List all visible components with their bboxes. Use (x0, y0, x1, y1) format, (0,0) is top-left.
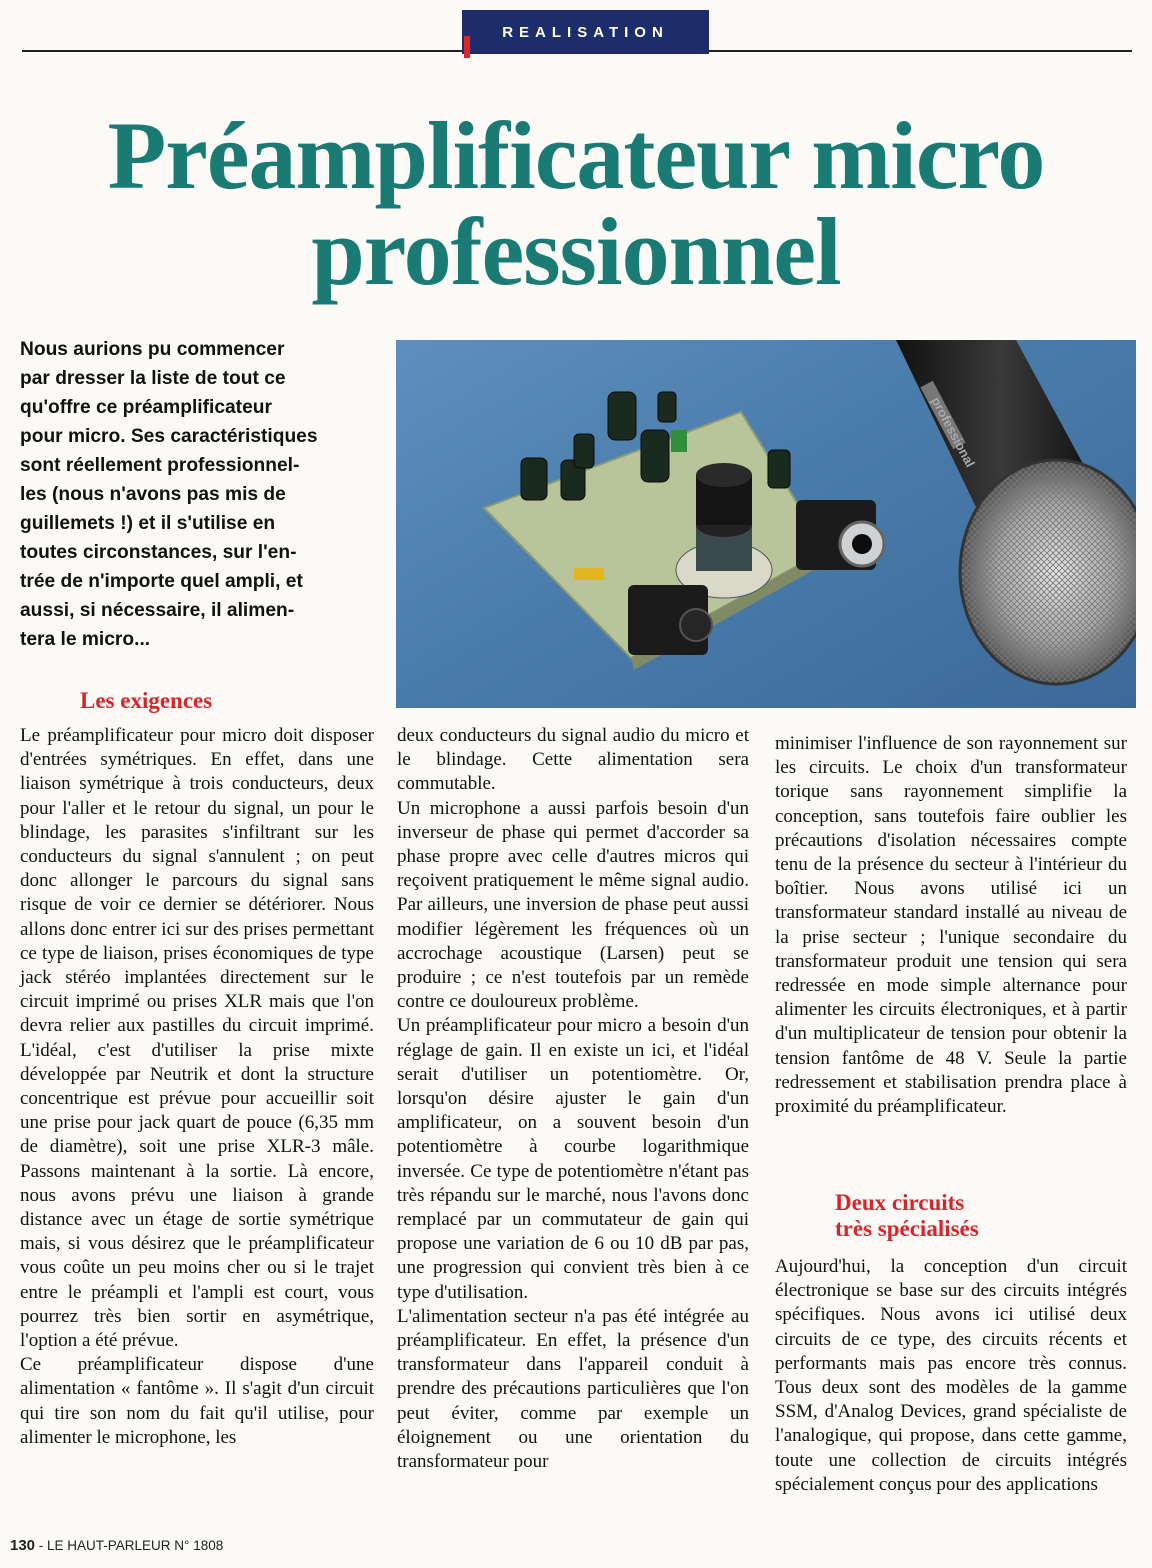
paragraph: Ce préamplificateur dispose d'une alimentation « fantôme ». Il s'agit d'un circuit qui tire son nom du fait qu'il utilise, pour alimenter le microphone, les (20, 1354, 374, 1448)
article-title (40, 102, 1112, 305)
green-component (671, 430, 687, 452)
intro-line: les (nous n'avons pas mis de (20, 484, 286, 505)
intro-line: qu'offre ce préamplificateur (20, 397, 272, 418)
intro-line: guillemets !) et il s'utilise en (20, 513, 276, 534)
title-line-1: Préamplificateur micro (107, 102, 1045, 209)
paragraph: Un préamplificateur pour micro a besoin d'un réglage de gain. Il en existe un ici, et l'idéal serait d'utiliser un potentiomètre. Or, lorsqu'on désire ajuster le gain d'un amplificateur, on a souvent besoin d'un potentiomètre à courbe logarithmique inversée. Ce type de potentiomètre n'étant pas très répandu sur le marché, nous l'avons donc remplacé par un commutateur de gain qui propose une variation de 6 ou 10 dB par pas, une progression qui convient très bien à ce type d'utilisation. (397, 1015, 749, 1303)
paragraph: Le préamplificateur pour micro doit disposer d'entrées symétriques. En effet, dans une liaison symétrique à trois conducteurs, deux pour l'aller et le retour du signal, un pour le blindage, les parasites s'infiltrant sur les conducteurs du signal s'annulent ; on peut donc allonger le parcours du signal sans risque de voir ce dernier se détériorer. Nous allons donc entrer ici sur des prises permettant ce type de liaison, prises économiques de type jack stéréo implantées directement sur le circuit imprimé ou prises XLR mais que l'on devra relier aux pastilles du circuit imprimé. L'idéal, c'est d'utiliser la prise mixte développée par Neutrik et dont la structure concentrique est prévue pour accueillir soit une prise pour jack quart de pouce (6,35 mm de diamètre), soit une prise XLR-3 mâle. Passons maintenant à la sortie. Là encore, nous avons prévu une liaison à grande distance avec un étage de sortie symétrique mais, si vous désirez que le préamplificateur vous coûte un peu moins cher ou si le trajet entre le préampli et l'ampli est court, vous pourrez très bien sortir en asymétrique, l'option a été prévue. (20, 725, 374, 1352)
text-column-1 (20, 724, 374, 1450)
heading-les-exigences: Les exigences (80, 688, 213, 713)
heading-deux-circuits (835, 1190, 979, 1242)
text-column-2 (397, 724, 749, 1474)
title-line-2: professionnel (311, 198, 841, 305)
mic-brand-label: professional (928, 394, 978, 470)
paragraph: L'alimentation secteur n'a pas été intégrée au préamplificateur. En effet, la présence d'un transformateur dans l'appareil conduit à prendre des précautions particulières que l'on peut éviter, comme par exemple un éloignement ou une orientation du transformateur pour (397, 1305, 749, 1473)
intro-line: toutes circonstances, sur l'en- (20, 542, 297, 563)
text-column-3-lower (775, 1255, 1127, 1497)
intro-line: sont réellement professionnel- (20, 455, 300, 476)
intro-line: pour micro. Ses caractéristiques (20, 426, 318, 447)
microphone (896, 340, 1136, 684)
publication-name: - LE HAUT-PARLEUR N° 1808 (35, 1538, 224, 1553)
paragraph: deux conducteurs du signal audio du micro et le blindage. Cette alimentation sera commutable. (397, 725, 749, 795)
intro-line: tera le micro... (20, 629, 151, 650)
page-footer (10, 1537, 223, 1554)
intro-paragraph (20, 335, 380, 654)
section-label: REALISATION (502, 23, 669, 41)
section-tab (462, 10, 709, 54)
paragraph: minimiser l'influence de son rayonnement sur les circuits. Le choix d'un transformateur torique sans rayonnement simplifie la conception, sans toutefois faire oublier les précautions d'isolation nécessaires compte tenu de la présence du secteur à l'intérieur du boîtier. Nous avons utilisé ici un transformateur standard installé au niveau de la prise secteur ; l'unique secondaire du transformateur produit une tension qui sera redressée en mode simple alternance pour alimenter les circuits électroniques, et à partir d'un multiplicateur de tension pour obtenir la tension fantôme de 48 V. Seule la partie redressement et stabilisation prendra place à proximité du préamplificateur. (775, 733, 1127, 1118)
product-photo (396, 340, 1136, 708)
section-tab-accent (464, 36, 470, 58)
intro-line: par dresser la liste de tout ce (20, 368, 286, 389)
photo-illustration (396, 340, 1136, 708)
heading-line: Deux circuits (835, 1190, 965, 1215)
heading-line: très spécialisés (835, 1216, 979, 1241)
paragraph: Aujourd'hui, la conception d'un circuit électronique se base sur des circuits intégrés spécifiques. Nous avons ici utilisé deux circuits de ce type, des circuits récents et performants mais pas encore très connus. Tous deux sont des modèles de la gamme SSM, d'Analog Devices, grand spécialiste de l'analogique, qui propose, dans cette gamme, toute une collection de circuits intégrés spécialement conçus pour des applications (775, 1256, 1127, 1495)
intro-line: Nous aurions pu commencer (20, 339, 285, 360)
paragraph: Un microphone a aussi parfois besoin d'un inverseur de phase qui permet d'accorder sa phase propre avec celle d'autres micros qui reçoivent pratiquement le même signal audio. Par ailleurs, une inversion de phase peut aussi modifier légèrement les fréquences où un accrochage acoustique (Larsen) peut se produire ; ce n'est toutefois par un remède contre ce douloureux problème. (397, 797, 749, 1013)
intro-line: aussi, si nécessaire, il alimen- (20, 600, 295, 621)
page-number: 130 (10, 1537, 36, 1554)
intro-line: trée de n'importe quel ampli, et (20, 571, 303, 592)
text-column-3 (775, 732, 1127, 1119)
